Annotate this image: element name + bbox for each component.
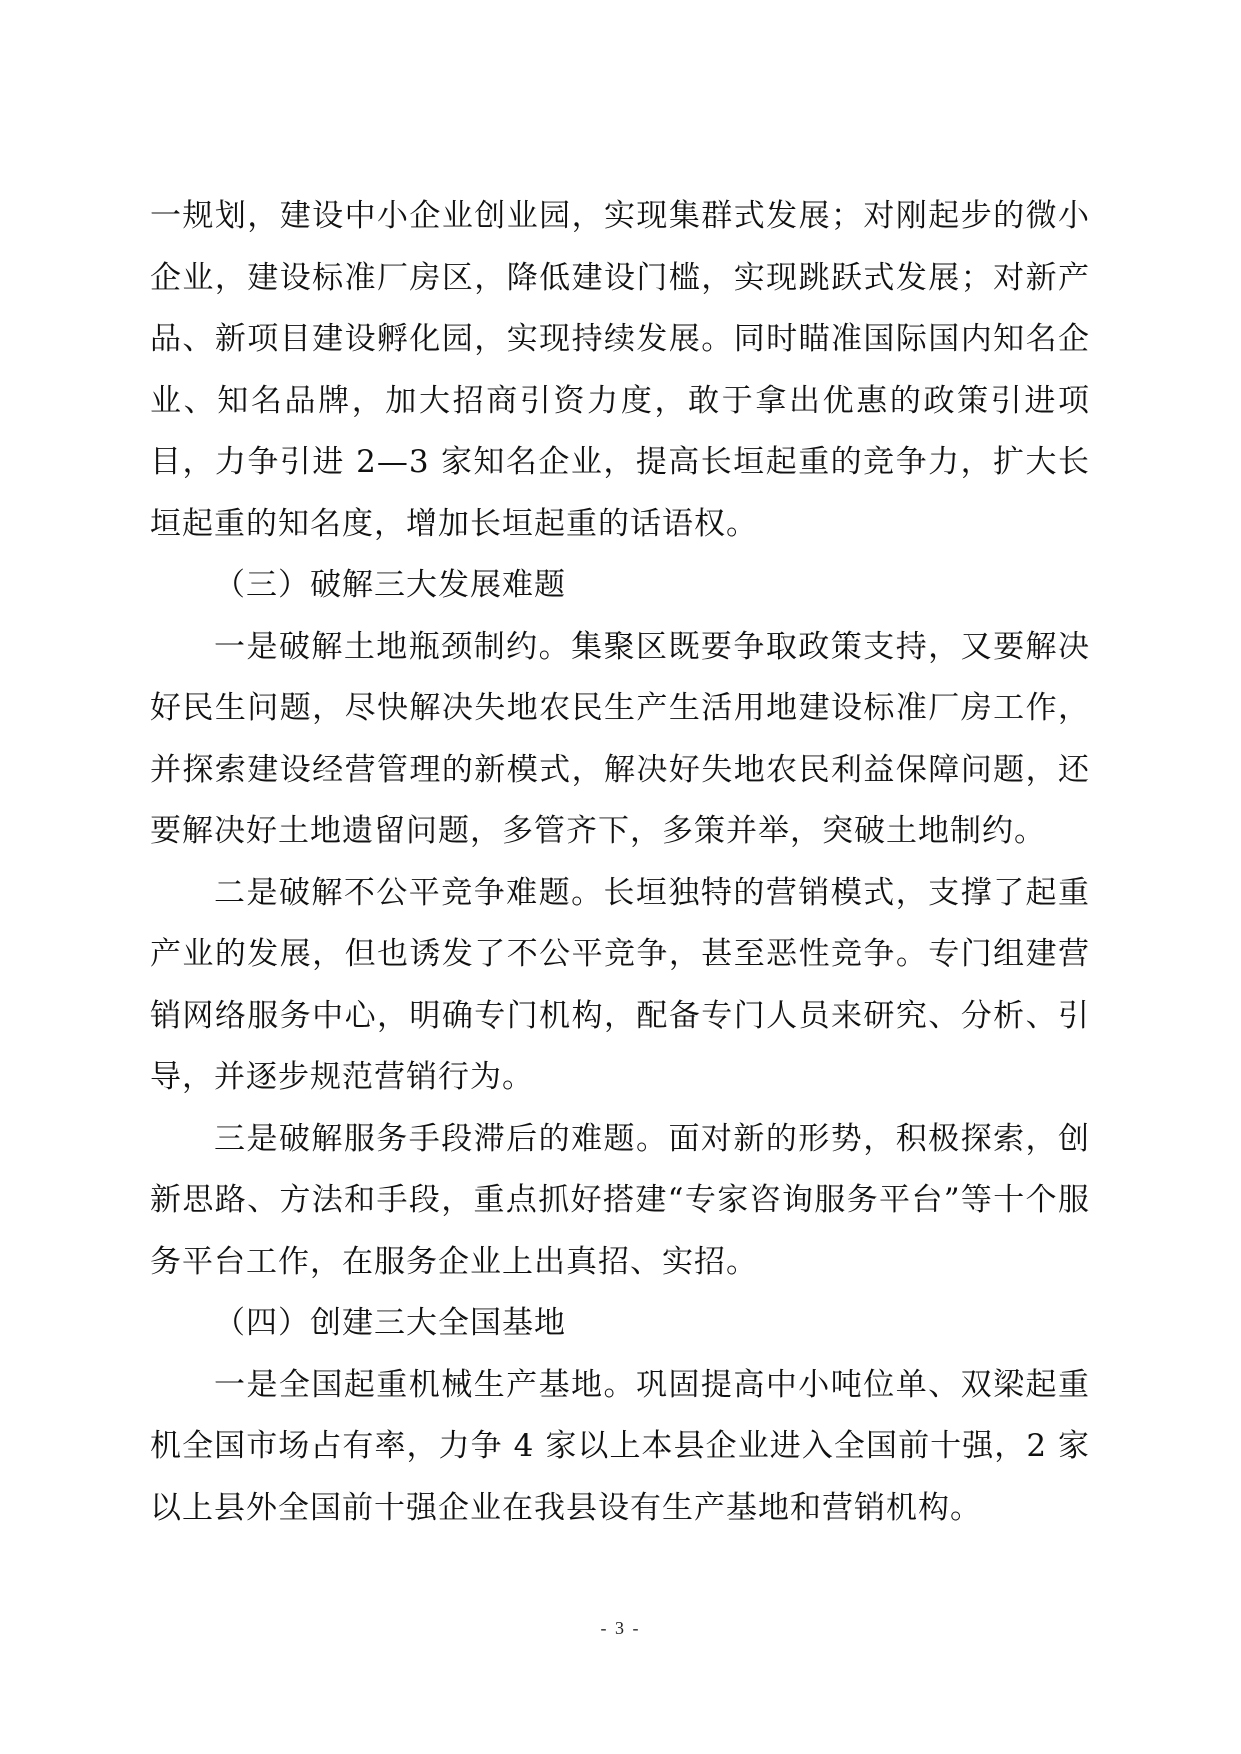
paragraph-crane-base: 一是全国起重机械生产基地。巩固提高中小吨位单、双梁起重机全国市场占有率，力争 4 家以上本县企业进入全国前十强，2 家以上县外全国前十强企业在我县设有生产基地和营销机构。: [150, 1366, 1090, 1526]
section-heading-four: （四）创建三大全国基地: [214, 1305, 566, 1341]
paragraph-service-lag: 三是破解服务手段滞后的难题。面对新的形势，积极探索，创新思路、方法和手段，重点抓好搭建“专家咨询服务平台”等十个服务平台工作，在服务企业上出真招、实招。: [150, 1120, 1090, 1280]
paragraph-land-constraint: 一是破解土地瓶颈制约。集聚区既要争取政策支持，又要解决好民生问题，尽快解决失地农民生产生活用地建设标准厂房工作，并探索建设经营管理的新模式，解决好失地农民利益保障问题，还要解决好土地遗留问题，多管齐下，多策并举，突破土地制约。: [150, 628, 1090, 849]
paragraph-unfair-competition: 二是破解不公平竞争难题。长垣独特的营销模式，支撑了起重产业的发展，但也诱发了不公平竞争，甚至恶性竞争。专门组建营销网络服务中心，明确专门机构，配备专门人员来研究、分析、引导，并逐步规范营销行为。: [150, 874, 1090, 1095]
section-heading-three: （三）破解三大发展难题: [214, 567, 566, 603]
document-page: [150, 186, 1090, 1539]
page-number: - 3 -: [600, 1618, 641, 1638]
paragraph-continuation: 一规划，建设中小企业创业园，实现集群式发展；对刚起步的微小企业，建设标准厂房区，降低建设门槛，实现跳跃式发展；对新产品、新项目建设孵化园，实现持续发展。同时瞄准国际国内知名企业、知名品牌，加大招商引资力度，敢于拿出优惠的政策引进项目，力争引进 2—3 家知名企业，提高长垣起重的竞争力，扩大长垣起重的知名度，增加长垣起重的话语权。: [150, 198, 1090, 542]
